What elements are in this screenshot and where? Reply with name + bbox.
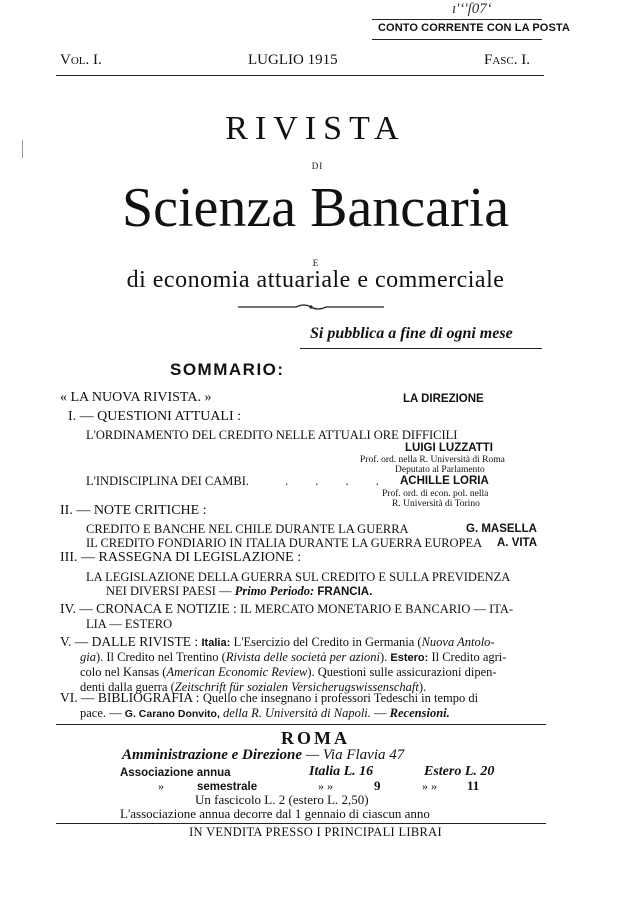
postal-notice: CONTO CORRENTE CON LA POSTA [378, 22, 570, 34]
s6-line-1 [60, 690, 478, 706]
s5-text-7: ). [418, 680, 427, 694]
s6-recensioni: Recensioni. [389, 706, 450, 720]
s5-italia-text: L'Esercizio del Credito in Germania ( [233, 635, 422, 649]
footer-decorrenza: L'associazione annua decorre dal 1 gennaio di ciascun anno [120, 806, 430, 821]
section-1-heading: I. — QUESTIONI ATTUALI : [68, 409, 242, 424]
s3-period: Primo Periodo: [234, 584, 315, 598]
s5-italia-label: Italia: [201, 637, 231, 649]
title-di: DI [311, 161, 324, 171]
s5-journal-4: American Economic Review [166, 665, 308, 679]
footer-semestrale-label: semestrale [197, 781, 258, 793]
sommario-heading: SOMMARIO: [170, 360, 285, 379]
volume-number: Vol. I. [60, 52, 102, 68]
s5-estero-label: Estero: [390, 652, 429, 664]
toc-nuova-rivista [60, 390, 211, 406]
footer-semestrale-italia: 9 [374, 778, 381, 793]
title-main: Scienza Bancaria [121, 177, 510, 239]
footer-estero-price: Estero L. 20 [424, 764, 495, 779]
footer-rule-top [56, 724, 546, 725]
s5-journal-5: Zeitschrift für sozialen Versicherugswissenschaft [174, 680, 419, 694]
quote-close: » [204, 390, 212, 405]
s5-journal-2: gia [80, 650, 96, 664]
ornament-divider [236, 301, 386, 313]
footer-admin: Amministrazione e Direzione [122, 747, 303, 763]
s6-line-2 [80, 706, 450, 721]
footer-italia-price: Italia L. 16 [309, 764, 374, 779]
frequency-rule [300, 348, 542, 349]
s6-text-1: Quello che insegnano i professori Tedeschi in tempo di [202, 691, 479, 705]
section-5-heading: V. — DALLE RIVISTE : [60, 634, 199, 649]
title-subtitle: di economia attuariale e commerciale [126, 267, 505, 293]
s5-line-2 [80, 650, 506, 665]
s5-line-3 [80, 665, 497, 680]
s6-author: G. Carano Donvito, [124, 708, 220, 720]
title-rivista: RIVISTA [225, 110, 406, 147]
s5-italia-journal: Nuova Antolo- [421, 635, 495, 649]
s1-article-2-dots: . . . . . [285, 474, 422, 488]
margin-mark [22, 140, 23, 158]
footer-ditto: » [158, 779, 164, 793]
footer-semestrale-ditto-it: » » [318, 779, 333, 793]
s5-estero-text: Il Credito agri- [431, 650, 507, 664]
section-3-heading: III. — RASSEGNA DI LEGISLAZIONE : [60, 550, 302, 565]
s5-text-4: colo nel Kansas ( [80, 665, 167, 679]
handwritten-note: ı'ʻ'ſ07ʻ [452, 1, 492, 17]
s5-line-1 [60, 634, 495, 650]
footer-city: ROMA [281, 728, 350, 748]
s2-article-1-author: G. MASELLA [466, 523, 537, 535]
quote-open: « [60, 390, 67, 405]
section-4-heading: IV. — CRONACA E NOTIZIE : [60, 601, 237, 616]
s5-text-3: ). [379, 650, 388, 664]
footer-rule-bottom [56, 823, 546, 824]
footer-fascicolo: Un fascicolo L. 2 (estero L. 2,50) [195, 792, 369, 807]
s1-article-1-affiliation-1: Prof. ord. nella R. Università di Roma [360, 455, 505, 465]
s1-article-2-author: ACHILLE LORIA [400, 475, 489, 487]
s3-line-2 [106, 584, 372, 599]
s2-article-2-title: IL CREDITO FONDIARIO IN ITALIA DURANTE LA GUERRA EUROPEA [86, 536, 483, 550]
header-rule [56, 75, 544, 76]
footer-semestrale-ditto-es: » » [422, 779, 437, 793]
postal-rule-bottom [372, 39, 542, 40]
s1-article-1-affiliation-2: Deputato al Parlamento [395, 465, 485, 475]
s6-affiliation: della R. Università di Napoli. [223, 706, 371, 720]
s6-dash: — [374, 706, 387, 720]
footer-semestrale-estero: 11 [467, 778, 480, 793]
s6-text-2: pace. — [80, 706, 122, 720]
s1-article-2-affiliation-1: Prof. ord. di econ. pol. nella [382, 489, 489, 499]
s1-article-1-author: LUIGI LUZZATTI [405, 442, 493, 454]
fascicle-number: Fasc. I. [484, 52, 530, 68]
title-e: E [312, 258, 319, 268]
publication-frequency: Si pubblica a fine di ogni mese [310, 325, 513, 342]
toc-nuova-title: LA NUOVA RIVISTA. [70, 390, 201, 405]
s3-line-2-text: NEI DIVERSI PAESI — [106, 584, 232, 598]
s1-article-2-title: L'INDISCIPLINA DEI CAMBI. [86, 474, 250, 488]
s1-article-1-title: L'ORDINAMENTO DEL CREDITO NELLE ATTUALI ORE DIFFICILI [86, 428, 458, 442]
footer-vendita: IN VENDITA PRESSO I PRINCIPALI LIBRAI [189, 825, 442, 839]
s5-journal-3: Rivista delle società per azioni [225, 650, 380, 664]
s1-article-2-affiliation-2: R. Università di Torino [392, 499, 480, 509]
toc-nuova-author: LA DIREZIONE [403, 393, 484, 405]
s4-line-2: LIA — ESTERO [86, 617, 173, 631]
section-4-line-1 [60, 601, 513, 617]
footer-admin-line [122, 747, 404, 764]
issue-date: LUGLIO 1915 [248, 52, 338, 68]
postal-rule-top [372, 19, 542, 20]
s2-article-2-author: A. VITA [497, 537, 538, 549]
s5-text-5: ). Questioni sulle assicurazioni dipen- [307, 665, 497, 679]
s3-country: FRANCIA. [317, 586, 373, 598]
s4-line-1: IL MERCATO MONETARIO E BANCARIO — ITA- [240, 602, 514, 616]
footer-address: — Via Flavia 47 [305, 747, 405, 763]
s5-text-2: ). Il Credito nel Trentino ( [95, 650, 226, 664]
section-2-heading: II. — NOTE CRITICHE : [60, 503, 207, 518]
footer-annual-label: Associazione annua [120, 767, 231, 779]
s2-article-1-title: CREDITO E BANCHE NEL CHILE DURANTE LA GUERRA [86, 522, 409, 536]
s3-line-1: LA LEGISLAZIONE DELLA GUERRA SUL CREDITO E SULLA PREVIDENZA [86, 570, 511, 584]
s5-text-6: denti dalla guerra ( [80, 680, 175, 694]
section-6-heading: VI. — BIBLIOGRAFIA : [60, 690, 200, 705]
